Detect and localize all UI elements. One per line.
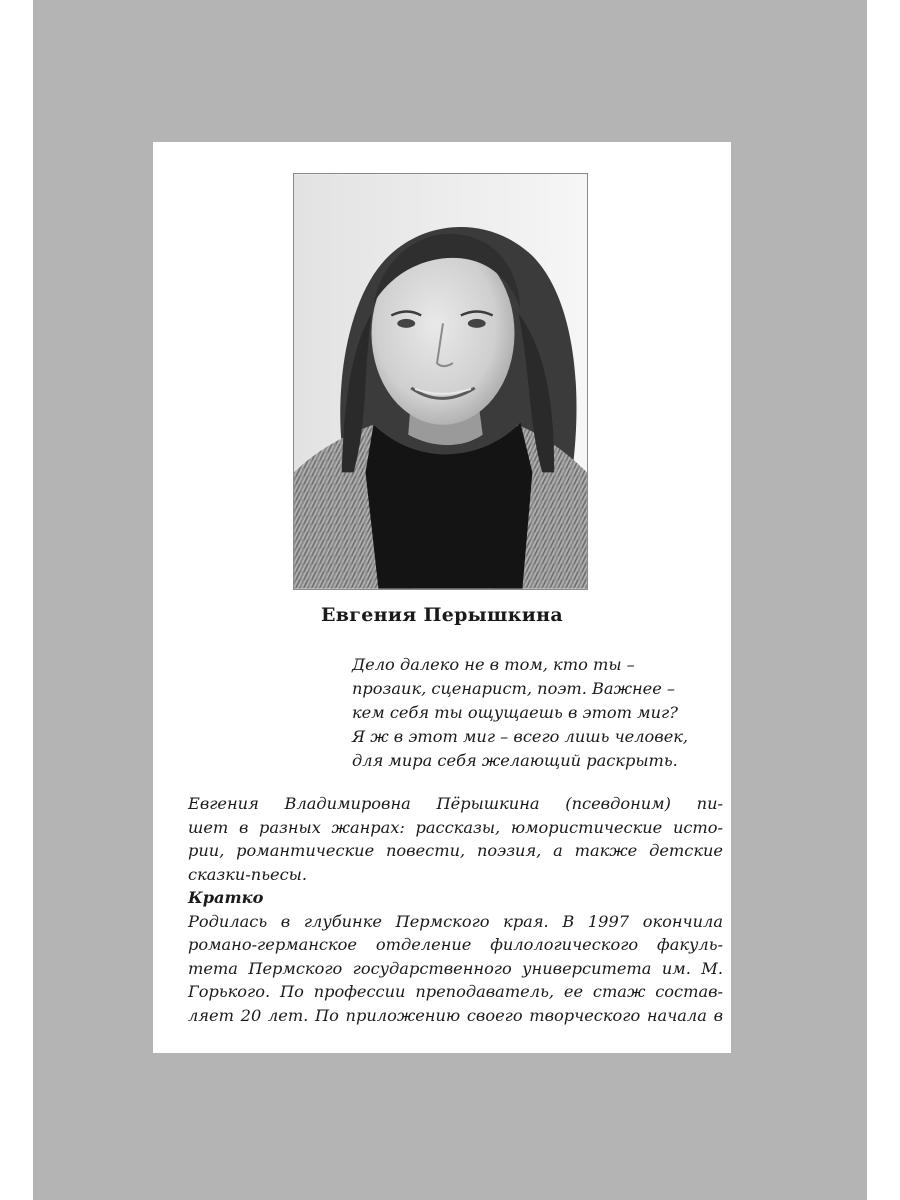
author-name: Евгения Перышкина — [321, 604, 563, 626]
epigraph-line: Я ж в этот миг – всего лишь человек, — [352, 727, 689, 746]
section-heading: Кратко — [188, 888, 264, 907]
biography-text — [188, 792, 723, 1027]
author-portrait-photo — [293, 173, 588, 590]
epigraph-line: прозаик, сценарист, поэт. Важнее – — [352, 679, 676, 698]
bio-line: Горького. По профессии преподаватель, ее стаж состав- — [188, 982, 723, 1001]
epigraph — [352, 653, 732, 773]
intro-line: сказки-пьесы. — [188, 864, 307, 884]
epigraph-line: для мира себя желающий раскрыть. — [352, 751, 678, 770]
bio-line: ляет 20 лет. По приложению своего творческого начала в — [188, 1005, 723, 1025]
intro-line: Евгения Владимировна Пёрышкина (псевдоним) пи- — [188, 794, 723, 813]
intro-line: шет в разных жанрах: рассказы, юмористические исто- — [188, 817, 723, 837]
intro-line: рии, романтические повести, поэзия, а также детские — [188, 841, 723, 860]
epigraph-line: Дело далеко не в том, кто ты – — [352, 655, 635, 674]
bio-line: романо-германское отделение филологического факуль- — [188, 935, 723, 954]
bio-line: тета Пермского государственного университета им. М. — [188, 958, 723, 978]
bio-line: Родилась в глубинке Пермского края. В 1997 окончила — [188, 911, 723, 931]
epigraph-line: кем себя ты ощущаешь в этот миг? — [352, 703, 678, 722]
book-page — [153, 142, 731, 1053]
